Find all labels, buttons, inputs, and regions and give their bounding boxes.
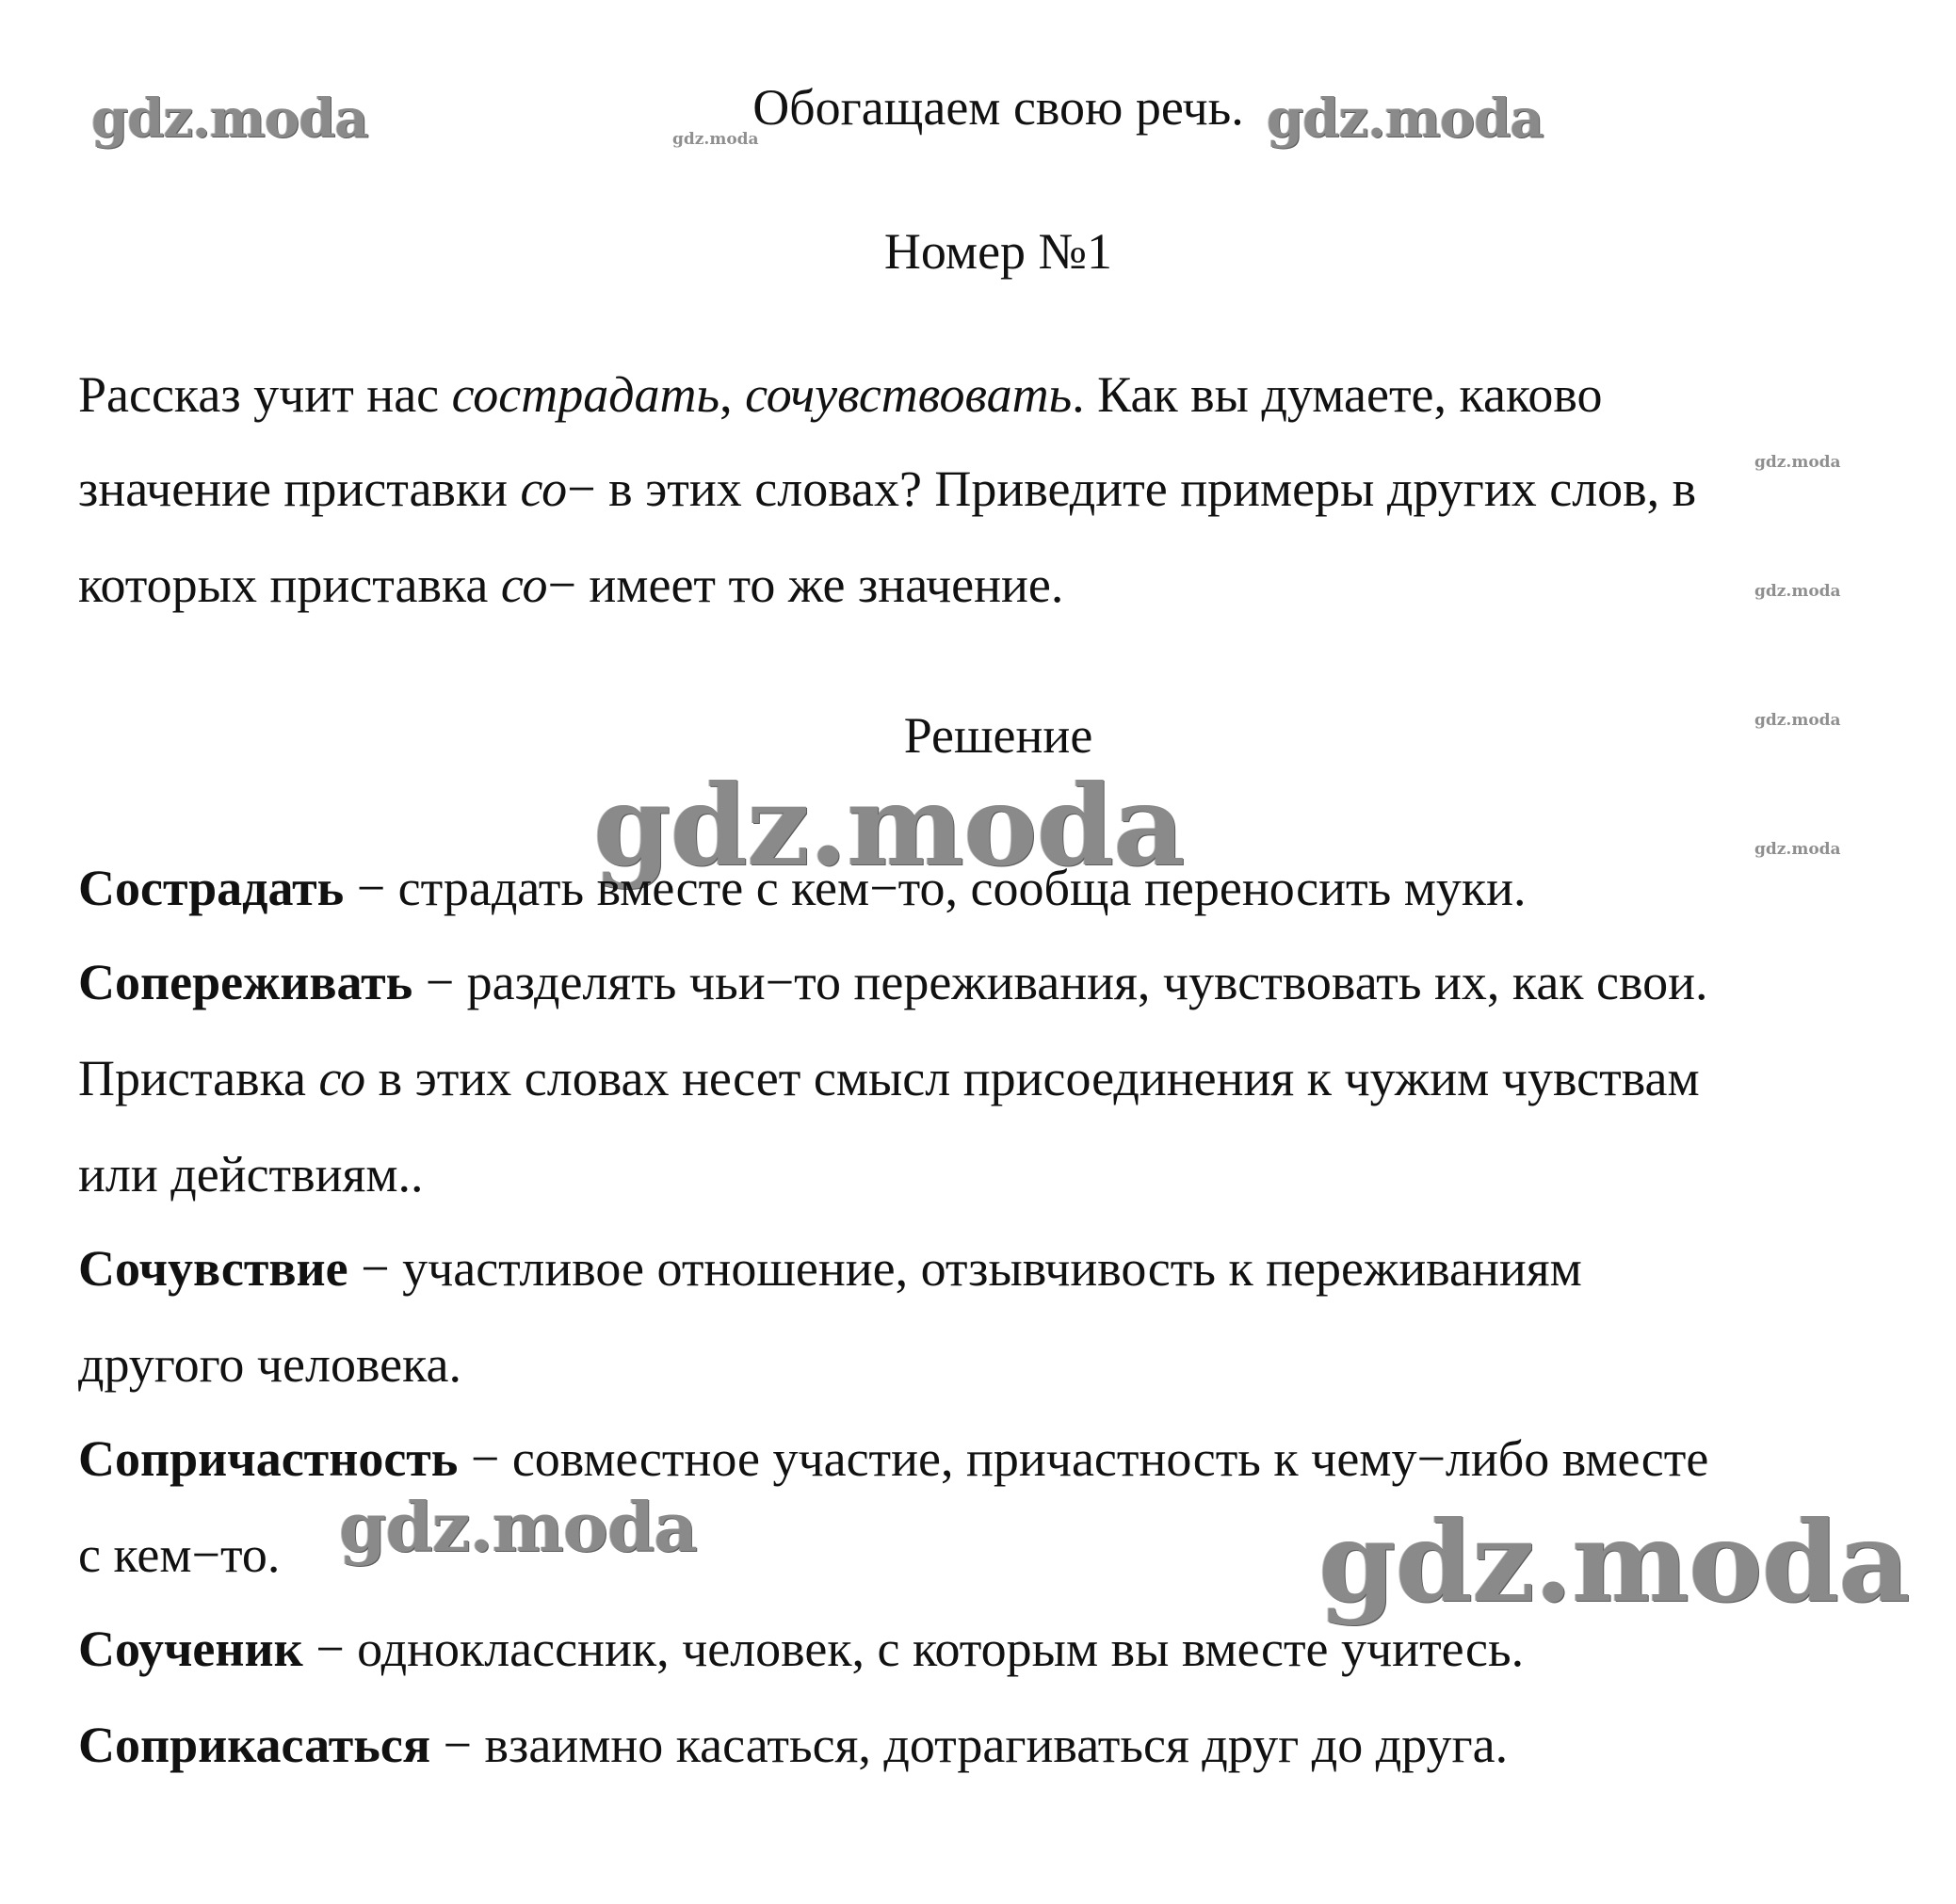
definition-line: [78, 1240, 1582, 1297]
definition: − одноклассник, человек, с которым вы вместе учитесь.: [302, 1621, 1525, 1677]
watermark-small-top: gdz.moda: [672, 130, 759, 149]
term: Сострадать: [78, 860, 345, 916]
watermark-small-right-2: gdz.moda: [1754, 582, 1841, 601]
definition: − участливое отношение, отзывчивость к переживаниям: [348, 1240, 1582, 1297]
task-line-2: [78, 460, 1697, 517]
task-text: − имеет то же значение.: [547, 557, 1064, 613]
task-prefix-italic: со: [500, 557, 548, 613]
definition-continuation: другого человека.: [78, 1336, 461, 1393]
note-text: в этих словах несет смысл присоединения к чужим чувствам: [365, 1050, 1700, 1106]
task-word-italic: сострадать: [451, 366, 720, 423]
watermark-small-right-1: gdz.moda: [1754, 453, 1841, 472]
task-text: ,: [719, 366, 746, 423]
definition-line: [78, 1430, 1709, 1487]
definition-line: [78, 1717, 1509, 1773]
watermark-center-large: gdz.moda: [593, 760, 1185, 891]
note-text: Приставка: [78, 1050, 319, 1106]
watermark-top-right: gdz.moda: [1267, 88, 1544, 150]
watermark-top-left: gdz.moda: [91, 88, 368, 150]
definition-line: [78, 860, 1527, 916]
term: Соприкасаться: [78, 1717, 431, 1773]
note-line-1: [78, 1050, 1700, 1106]
definition: − взаимно касаться, дотрагиваться друг до друга.: [430, 1717, 1509, 1773]
term: Сопереживать: [78, 954, 413, 1010]
definition: − разделять чьи−то переживания, чувствовать их, как свои.: [412, 954, 1708, 1010]
task-text: . Как вы думаете, каково: [1072, 366, 1603, 423]
task-text: которых приставка: [78, 557, 501, 613]
solution-heading: Решение: [903, 707, 1093, 764]
definition: − совместное участие, причастность к чему−либо вместе: [458, 1430, 1709, 1487]
watermark-small-right-3: gdz.moda: [1754, 711, 1841, 730]
task-text: − в этих словах? Приведите примеры других слов, в: [567, 460, 1697, 517]
note-line-2: или действиям..: [78, 1146, 424, 1202]
definition-line: [78, 954, 1708, 1010]
watermark-small-right-4: gdz.moda: [1754, 840, 1841, 859]
task-text: Рассказ учит нас: [78, 366, 452, 423]
task-text: значение приставки: [78, 460, 521, 517]
task-line-1: [78, 366, 1603, 423]
task-prefix-italic: со: [520, 460, 568, 517]
page-title: Обогащаем свою речь.: [752, 79, 1244, 136]
term: Сопричастность: [78, 1430, 459, 1487]
term: Сочувствие: [78, 1240, 348, 1297]
definition: − страдать вместе с кем−то, сообща переносить муки.: [344, 860, 1527, 916]
task-word-italic: сочувствовать: [745, 366, 1073, 423]
exercise-number: Номер №1: [883, 223, 1113, 280]
watermark-bottom-left: gdz.moda: [339, 1487, 697, 1567]
term: Соученик: [78, 1621, 303, 1677]
task-line-3: [78, 557, 1064, 613]
watermark-bottom-right: gdz.moda: [1318, 1496, 1910, 1627]
note-prefix-italic: со: [318, 1050, 366, 1106]
definition-continuation: с кем−то.: [78, 1526, 281, 1583]
definition-line: [78, 1621, 1525, 1677]
